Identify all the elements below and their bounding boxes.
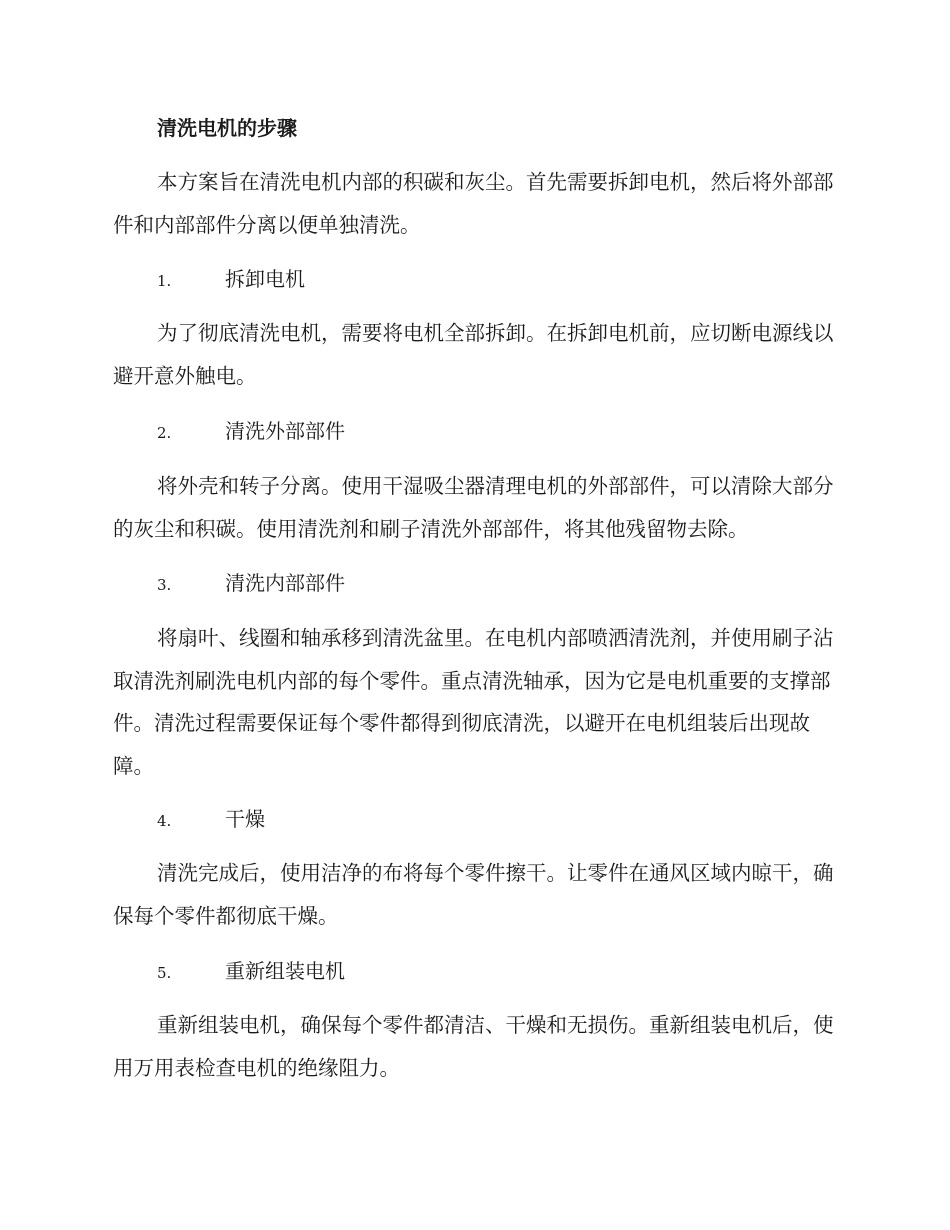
step-body-1: 为了彻底清洗电机，需要将电机全部拆卸。在拆卸电机前，应切断电源线以避开意外触电。 <box>113 321 834 388</box>
step-title: 拆卸电机 <box>225 267 305 291</box>
step-heading-1 <box>157 265 305 295</box>
step-number: 3. <box>157 576 172 594</box>
step-heading-3 <box>157 569 345 599</box>
document-title: 清洗电机的步骤 <box>157 116 297 140</box>
step-number: 5. <box>157 964 172 982</box>
step-heading-2 <box>157 417 345 447</box>
intro-paragraph: 本方案旨在清洗电机内部的积碳和灰尘。首先需要拆卸电机，然后将外部部件和内部部件分离以便单独清洗。 <box>113 170 834 237</box>
step-heading-5 <box>157 957 345 987</box>
step-title: 干燥 <box>225 807 265 831</box>
step-number: 4. <box>157 812 172 830</box>
step-number: 1. <box>157 272 172 290</box>
step-title: 清洗内部部件 <box>225 571 345 595</box>
step-body-4: 清洗完成后，使用洁净的布将每个零件擦干。让零件在通风区域内晾干，确保每个零件都彻底干燥。 <box>113 861 834 928</box>
step-body-2: 将外壳和转子分离。使用干湿吸尘器清理电机的外部部件，可以清除大部分的灰尘和积碳。使用清洗剂和刷子清洗外部部件，将其他残留物去除。 <box>113 474 834 541</box>
step-title: 重新组装电机 <box>225 959 345 983</box>
step-title: 清洗外部部件 <box>225 419 345 443</box>
step-body-5: 重新组装电机，确保每个零件都清洁、干燥和无损伤。重新组装电机后，使用万用表检查电机的绝缘阻力。 <box>113 1013 834 1080</box>
step-number: 2. <box>157 424 172 442</box>
step-heading-4 <box>157 805 265 835</box>
step-body-3: 将扇叶、线圈和轴承移到清洗盆里。在电机内部喷洒清洗剂，并使用刷子沾取清洗剂刷洗电机内部的每个零件。重点清洗轴承，因为它是电机重要的支撑部件。清洗过程需要保证每个零件都得到彻底清洗，以避开在电机组装后出现故障。 <box>113 626 834 778</box>
